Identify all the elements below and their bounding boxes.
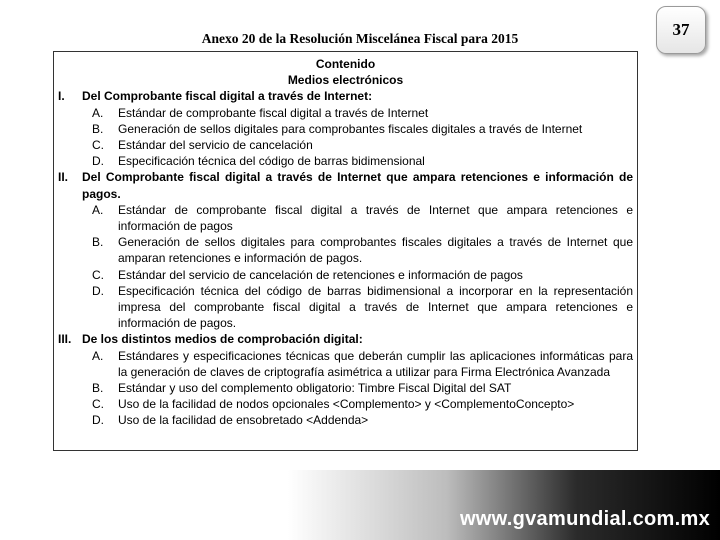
- item-text: Especificación técnica del código de barras bidimensional a incorporar en la representación impresa del comprobante fiscal digital a través de Internet que ampara retenciones e información de pagos.: [118, 283, 633, 331]
- contents-heading: Contenido: [315, 57, 376, 71]
- list-item: [58, 202, 633, 234]
- item-letter: B.: [92, 121, 104, 136]
- list-item: [58, 153, 633, 169]
- item-text: Uso de la facilidad de nodos opcionales <Complemento> y <ComplementoConcepto>: [118, 397, 575, 412]
- item-text: Estándar de comprobante fiscal digital a través de Internet: [118, 105, 429, 120]
- list-item: [58, 267, 633, 283]
- item-letter: B.: [92, 381, 104, 396]
- document-title: Anexo 20 de la Resolución Miscelánea Fiscal para 2015: [201, 31, 519, 46]
- item-letter: B.: [92, 235, 104, 250]
- item-text: Generación de sellos digitales para comprobantes fiscales digitales a través de Internet: [118, 121, 583, 136]
- item-letter: C.: [92, 267, 104, 282]
- item-letter: A.: [92, 202, 104, 217]
- list-item: [58, 412, 633, 428]
- item-letter: C.: [92, 397, 104, 412]
- section-number: III.: [58, 332, 72, 347]
- item-text: Uso de la facilidad de ensobretado <Addenda>: [118, 413, 369, 428]
- item-text: Estándares y especificaciones técnicas que deberán cumplir las aplicaciones informáticas para la generación de claves de criptografía asimétrica a utilizar para Firma Electrónica Avanzada: [118, 348, 633, 379]
- section-title: Del Comprobante fiscal digital a través de Internet:: [82, 89, 373, 104]
- contents-subheading: Medios electrónicos: [287, 73, 404, 88]
- item-text: Especificación técnica del código de barras bidimensional: [118, 154, 425, 169]
- footer-website-url: www.gvamundial.com.mx: [459, 508, 710, 530]
- item-letter: D.: [92, 283, 104, 298]
- item-letter: D.: [92, 154, 104, 169]
- item-text: Estándar del servicio de cancelación de retenciones e información de pagos: [118, 267, 523, 282]
- section-heading: [58, 331, 633, 347]
- section-number: II.: [58, 170, 69, 185]
- list-item: [58, 396, 633, 412]
- list-item: [58, 121, 633, 137]
- list-item: [58, 348, 633, 380]
- item-text: Generación de sellos digitales para comprobantes fiscales digitales a través de Internet que amparan retenciones e información de pagos.: [118, 235, 633, 266]
- section-heading: [58, 88, 633, 104]
- item-text: Estándar de comprobante fiscal digital a través de Internet que ampara retenciones e información de pagos: [118, 202, 633, 234]
- section-title: De los distintos medios de comprobación digital:: [82, 332, 363, 347]
- item-letter: D.: [92, 413, 104, 428]
- list-item: [58, 234, 633, 266]
- section-number: I.: [58, 89, 65, 104]
- list-item: [58, 380, 633, 396]
- item-letter: C.: [92, 138, 104, 153]
- item-text: Estándar y uso del complemento obligatorio: Timbre Fiscal Digital del SAT: [118, 381, 512, 396]
- list-item: [58, 137, 633, 153]
- item-letter: A.: [92, 348, 104, 363]
- item-text: Estándar del servicio de cancelación: [118, 138, 313, 153]
- section-heading: [58, 169, 633, 201]
- contents-box: [53, 51, 638, 451]
- page-number-badge: 37: [656, 6, 706, 54]
- item-letter: A.: [92, 105, 104, 120]
- list-item: [58, 105, 633, 121]
- list-item: [58, 283, 633, 332]
- section-title: Del Comprobante fiscal digital a través de Internet que ampara retenciones e información de pagos.: [82, 170, 633, 201]
